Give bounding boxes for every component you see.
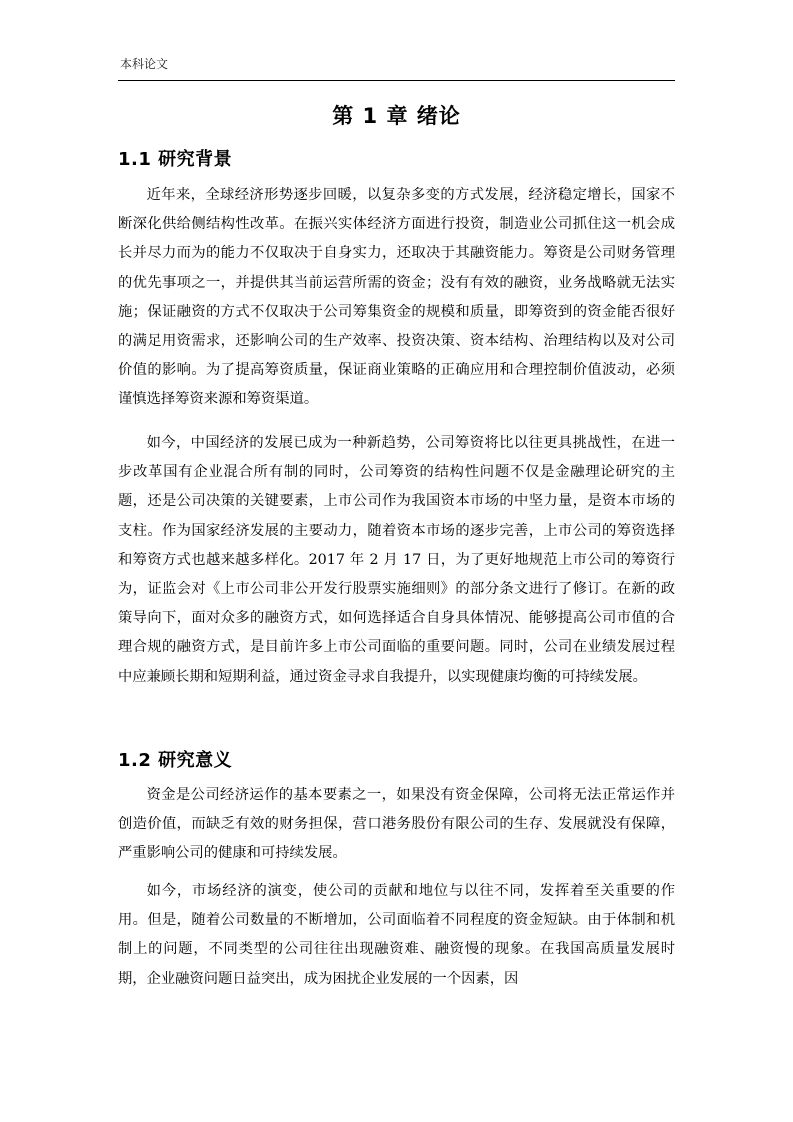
paragraph-significance-2: 如今，市场经济的演变，使公司的贡献和地位与以往不同，发挥着至关重要的作用。但是，随着公司数量的不断增加，公司面临着不同程度的资金短缺。由于体制和机制上的问题，不同类型的公司往往出现融资难、融资慢的现象。在我国高质量发展时期，企业融资问题日益突出，成为困扰企业发展的一个因素，因: [118, 883, 675, 987]
chapter-title: 第 1 章 绪论: [332, 104, 461, 128]
paragraph-background-1: 近年来，全球经济形势逐步回暖，以复杂多变的方式发展，经济稳定增长，国家不断深化供给侧结构性改革。在振兴实体经济方面进行投资，制造业公司抓住这一机会成长并尽力而为的能力不仅取决于自身实力，还取决于其融资能力。筹资是公司财务管理的优先事项之一，并提供其当前运营所需的资金；没有有效的融资，业务战略就无法实施；保证融资的方式不仅取决于公司筹集资金的规模和质量，即筹资到的资金能否很好的满足用资需求，还影响公司的生产效率、投资决策、资本结构、治理结构以及对公司价值的影响。为了提高筹资质量，保证商业策略的正确应用和合理控制价值波动，必须谨慎选择筹资来源和筹资渠道。: [118, 187, 675, 408]
header-rule: [118, 80, 675, 81]
section-heading-background: 1.1 研究背景: [118, 149, 233, 170]
section-heading-significance: 1.2 研究意义: [118, 750, 233, 771]
paragraph-background-2: 如今，中国经济的发展已成为一种新趋势，公司筹资将比以往更具挑战性，在进一步改革国有企业混合所有制的同时，公司筹资的结构性问题不仅是金融理论研究的主题，还是公司决策的关键要素，上市公司作为我国资本市场的中坚力量，是资本市场的支柱。作为国家经济发展的主要动力，随着资本市场的逐步完善，上市公司的筹资选择和筹资方式也越来越多样化。2017 年 2 月 17 日，为了更好地规范上市公司的筹资行为，证监会对《上市公司非公开发行股票实施细则》的部分条文进行了修订。在新的政策导向下，面对众多的融资方式，如何选择适合自身具体情况、能够提高公司市值的合理合规的融资方式，是目前许多上市公司面临的重要问题。同时，公司在业绩发展过程中应兼顾长期和短期利益，通过资金寻求自我提升，以实现健康均衡的可持续发展。: [118, 435, 675, 685]
running-header: 本科论文: [120, 57, 169, 71]
paragraph-significance-1: 资金是公司经济运作的基本要素之一，如果没有资金保障，公司将无法正常运作并创造价值，而缺乏有效的财务担保，营口港务股份有限公司的生存、发展就没有保障，严重影响公司的健康和可持续发展。: [118, 787, 675, 862]
